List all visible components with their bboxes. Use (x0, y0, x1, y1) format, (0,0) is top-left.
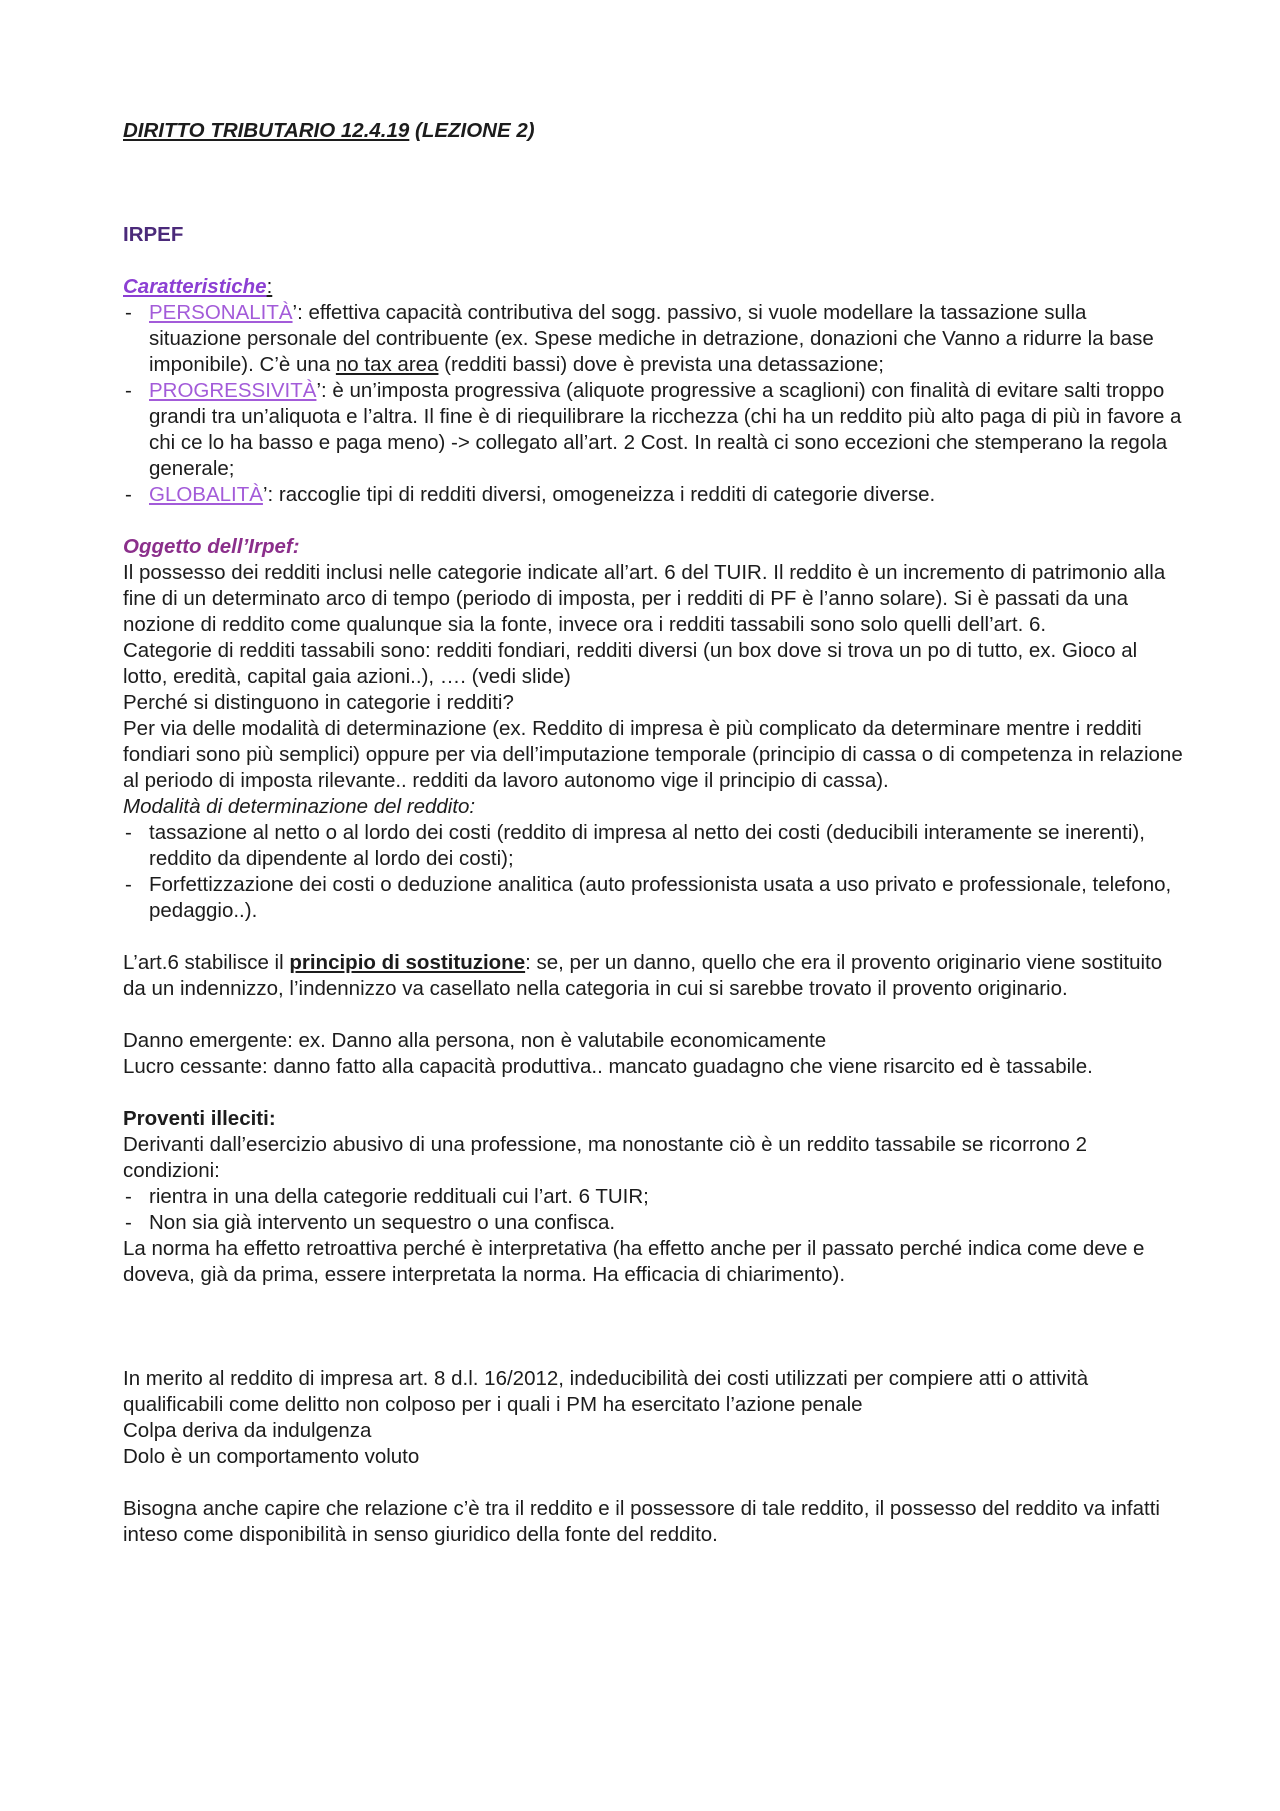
oggetto-question: Perché si distinguono in categorie i redditi? (123, 691, 514, 714)
caratteristiche-section (123, 274, 1183, 508)
title-lesson-part: (LEZIONE 2) (409, 119, 535, 142)
personalita-text: ’: effettiva capacità contributiva del sogg. passivo, si vuole modellare la tassazione sulla situazione personale del contribuente (ex. Spese mediche in detrazione, donazioni che Vanno a ridurre la base imponibile). C’è una (149, 301, 1154, 376)
oggetto-heading: Oggetto dell’Irpef: (123, 535, 300, 558)
sostituzione-paragraph (123, 950, 1183, 1002)
irpef-heading: IRPEF (123, 223, 184, 246)
caratteristiche-colon: : (266, 275, 273, 298)
proventi-paragraph-1: Derivanti dall’esercizio abusivo di una professione, ma nonostante ciò è un reddito tassabile se ricorrono 2 condizioni: (123, 1133, 1088, 1182)
impresa-section (123, 1366, 1183, 1470)
oggetto-paragraph-1: Il possesso dei redditi inclusi nelle categorie indicate all’art. 6 del TUIR. Il reddito è un incremento di patrimonio alla fine di un determinato arco di tempo (periodo di imposta, per i redditi di PF è l’anno solare). Si è passati da una nozione di reddito come qualunque sia la fonte, invece ora i redditi tassabili sono solo quelli dell’art. 6. (123, 561, 1166, 636)
danno-emergente-line: Danno emergente: ex. Danno alla persona, non è valutabile economicamente (123, 1029, 827, 1052)
condizioni-list (123, 1184, 1183, 1236)
page-title (123, 118, 1183, 144)
progressivita-text: ’: è un’imposta progressiva (aliquote progressive a scaglioni) con finalità di evitare salti troppo grandi tra un’aliquota e l’altra. Il fine è di riequilibrare la ricchezza (chi ha un reddito più alto paga di più in favore a chi ce lo ha basso e paga meno) -> collegato all’art. 2 Cost. In realtà ci sono eccezioni che stemperano la regola generale; (149, 379, 1182, 480)
caratteristiche-heading: Caratteristiche (123, 275, 267, 298)
title-date-part: DIRITTO TRIBUTARIO 12.4.19 (123, 119, 410, 142)
oggetto-section (123, 534, 1183, 924)
principio-sostituzione-term: principio di sostituzione (289, 951, 526, 974)
dolo-line: Dolo è un comportamento voluto (123, 1445, 420, 1468)
no-tax-area-term: no tax area (335, 353, 439, 376)
personalita-text-end: (redditi bassi) dove è prevista una detassazione; (438, 353, 885, 376)
document-page (123, 118, 1183, 1548)
list-item-globalita (123, 482, 1183, 508)
sostituzione-intro: L’art.6 stabilisce il (123, 951, 290, 974)
proventi-section (123, 1106, 1183, 1288)
list-item: - tassazione al netto o al lordo dei costi (reddito di impresa al netto dei costi (deducibili interamente se inerenti), reddito da dipendente al lordo dei costi); (123, 820, 1183, 872)
modalita-subheading: Modalità di determinazione del reddito: (123, 795, 476, 818)
term-globalita: GLOBALITÀ (149, 483, 263, 506)
oggetto-paragraph-2: Categorie di redditi tassabili sono: redditi fondiari, redditi diversi (un box dove si trova un po di tutto, ex. Gioco al lotto, eredità, capital gaia azioni..), …. (vedi slide) (123, 639, 1138, 688)
proventi-heading: Proventi illeciti: (123, 1107, 276, 1130)
sostituzione-text: : se, per un danno, quello che era il provento originario viene sostituito da un indennizzo, l’indennizzo va casellato nella categoria in cui si sarebbe trovato il provento originario. (123, 951, 1163, 1000)
list-item: - Forfettizzazione dei costi o deduzione analitica (auto professionista usata a uso privato e professionale, telefono, pedaggio..). (123, 872, 1183, 924)
term-progressivita: PROGRESSIVITÀ (149, 379, 317, 402)
modalita-list (123, 820, 1183, 924)
oggetto-paragraph-4: Per via delle modalità di determinazione (ex. Reddito di impresa è più complicato da determinare mentre i redditi fondiari sono più semplici) oppure per via dell’imputazione temporale (principio di cassa o di competenza in relazione al periodo di imposta rilevante.. redditi da lavoro autonomo vige il principio di cassa). (123, 717, 1183, 792)
lucro-cessante-line: Lucro cessante: danno fatto alla capacità produttiva.. mancato guadagno che viene risarcito ed è tassabile. (123, 1055, 1093, 1078)
list-item: - rientra in una della categorie reddituali cui l’art. 6 TUIR; (123, 1184, 1183, 1210)
list-item: - Non sia già intervento un sequestro o una confisca. (123, 1210, 1183, 1236)
term-personalita: PERSONALITÀ (149, 301, 293, 324)
globalita-text: ’: raccoglie tipi di redditi diversi, omogeneizza i redditi di categorie diverse. (262, 483, 936, 506)
proventi-paragraph-2: La norma ha effetto retroattiva perché è interpretativa (ha effetto anche per il passato perché indica come deve e doveva, già da prima, essere interpretata la norma. Ha efficacia di chiarimento). (123, 1237, 1145, 1286)
colpa-line: Colpa deriva da indulgenza (123, 1419, 372, 1442)
caratteristiche-list (123, 300, 1183, 508)
final-paragraph: Bisogna anche capire che relazione c’è tra il reddito e il possessore di tale reddito, il possesso del reddito va infatti inteso come disponibilità in senso giuridico della fonte del reddito. (123, 1497, 1160, 1546)
caratteristiche-heading-line (123, 274, 1183, 300)
impresa-paragraph: In merito al reddito di impresa art. 8 d.l. 16/2012, indeducibilità dei costi utilizzati per compiere atti o attività qualificabili come delitto non colposo per i quali i PM ha esercitato l’azione penale (123, 1367, 1089, 1416)
list-item-progressivita (123, 378, 1183, 482)
list-item-personalita (123, 300, 1183, 378)
